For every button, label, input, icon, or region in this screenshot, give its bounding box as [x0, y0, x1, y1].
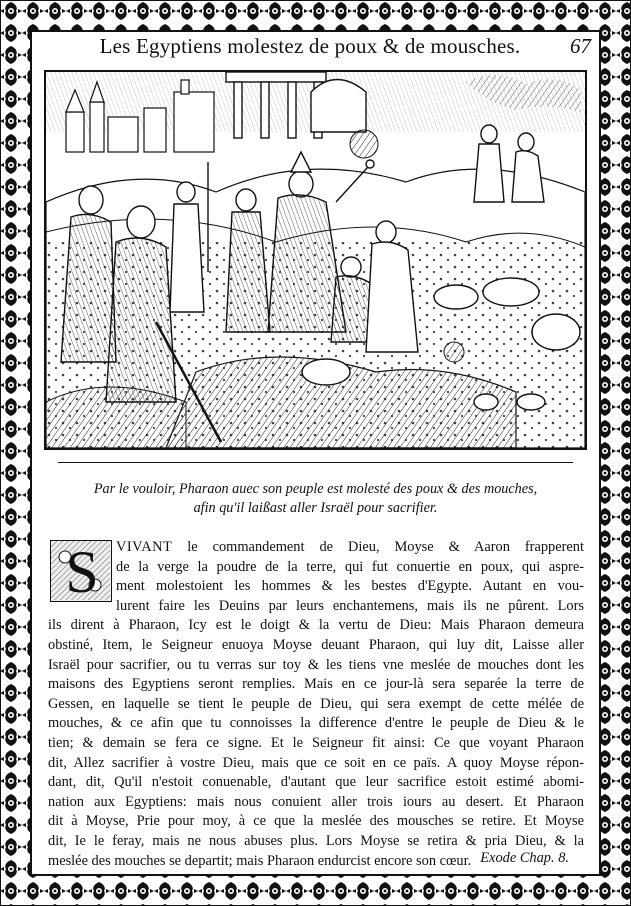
body-text	[48, 538, 584, 871]
page-number: 67	[570, 34, 591, 58]
text-line: nation aux Egyptiens: mais nous conuient aller trois iours au desert. Et Pharaon	[48, 793, 584, 810]
text-line: ils dirent à Pharaon, Icy est le doigt & la vertu de Dieu: Mais Pharaon demeura	[48, 617, 584, 634]
text-line: dit, Ie le feray, mais ne nous abuses plus. Lors Moyse se retira & pria Dieu, & la	[48, 832, 584, 849]
text-line: tien; & demain se fera ce signe. Et le Seigneur fit ainsi: Ce que voyant Pharaon	[48, 734, 584, 751]
woodcut-illustration	[44, 70, 587, 450]
text-line: Gessen, en laquelle se tient le peuple de Dieu, qui sera exempt de cette mélée de	[48, 695, 584, 712]
running-head: Les Egyptiens molestez de poux & de mousches.	[99, 34, 521, 58]
text-line-rest: le commandement de Dieu, Moyse & Aaron frapperent	[172, 539, 584, 555]
caption-line: afin qu'il laißast aller Israël pour sacrifier.	[193, 500, 438, 516]
text-line: dant, dit, Qu'il n'estoit conuenable, d'autant que leur sacrifice estoit estimé abomi-	[48, 774, 584, 791]
text-line: dit, Allez sacrifier à vostre Dieu, mais que ce soit en ce païs. A quoy Moyse répon-	[48, 754, 584, 771]
text-line: dit à Moyse, Prie pour moy, à ce que la meslée des mousches se retire. Et Moyse	[48, 813, 584, 830]
caption-rule	[58, 462, 573, 463]
text-line: Israël pour sacrifier, ou tu verras sur toy & les tiens vne meslée de mouches dont les	[48, 656, 584, 673]
illustration-caption	[48, 480, 583, 518]
text-line	[48, 538, 584, 558]
text-line: ment molestoient les hommes & les bestes d'Egypte. Autant en vou-	[116, 578, 584, 595]
text-line: de la verge la poudre de la terre, qui fut conuertie en poux, qui aspre-	[116, 558, 584, 575]
scripture-reference: Exode Chap. 8.	[480, 850, 569, 866]
text-line: obstiné, Item, le Seigneur enuoya Moyse deuant Pharaon, qui luy dit, Laisse aller	[48, 636, 584, 653]
caption-line: Par le vouloir, Pharaon auec son peuple est molesté des poux & des mouches,	[93, 481, 538, 497]
text-line: mouches, & ce afin que tu connoisses la difference d'entre le peuple de Dieu & le	[48, 715, 584, 732]
initial-letter: S	[65, 539, 99, 605]
woodcut-scene	[46, 72, 585, 448]
text-line: lurent faire les Deuins par leurs enchantemens, mais ils ne pûrent. Lors	[116, 597, 584, 614]
text-line: maisons des Egyptiens seront remplies. Mais en ce jour-là sera separée la terre de	[48, 676, 584, 693]
text-line: meslée des mouches se departit; mais Pharaon endurcist encore son cœur.	[48, 852, 472, 869]
first-word: VIVANT	[116, 539, 173, 555]
